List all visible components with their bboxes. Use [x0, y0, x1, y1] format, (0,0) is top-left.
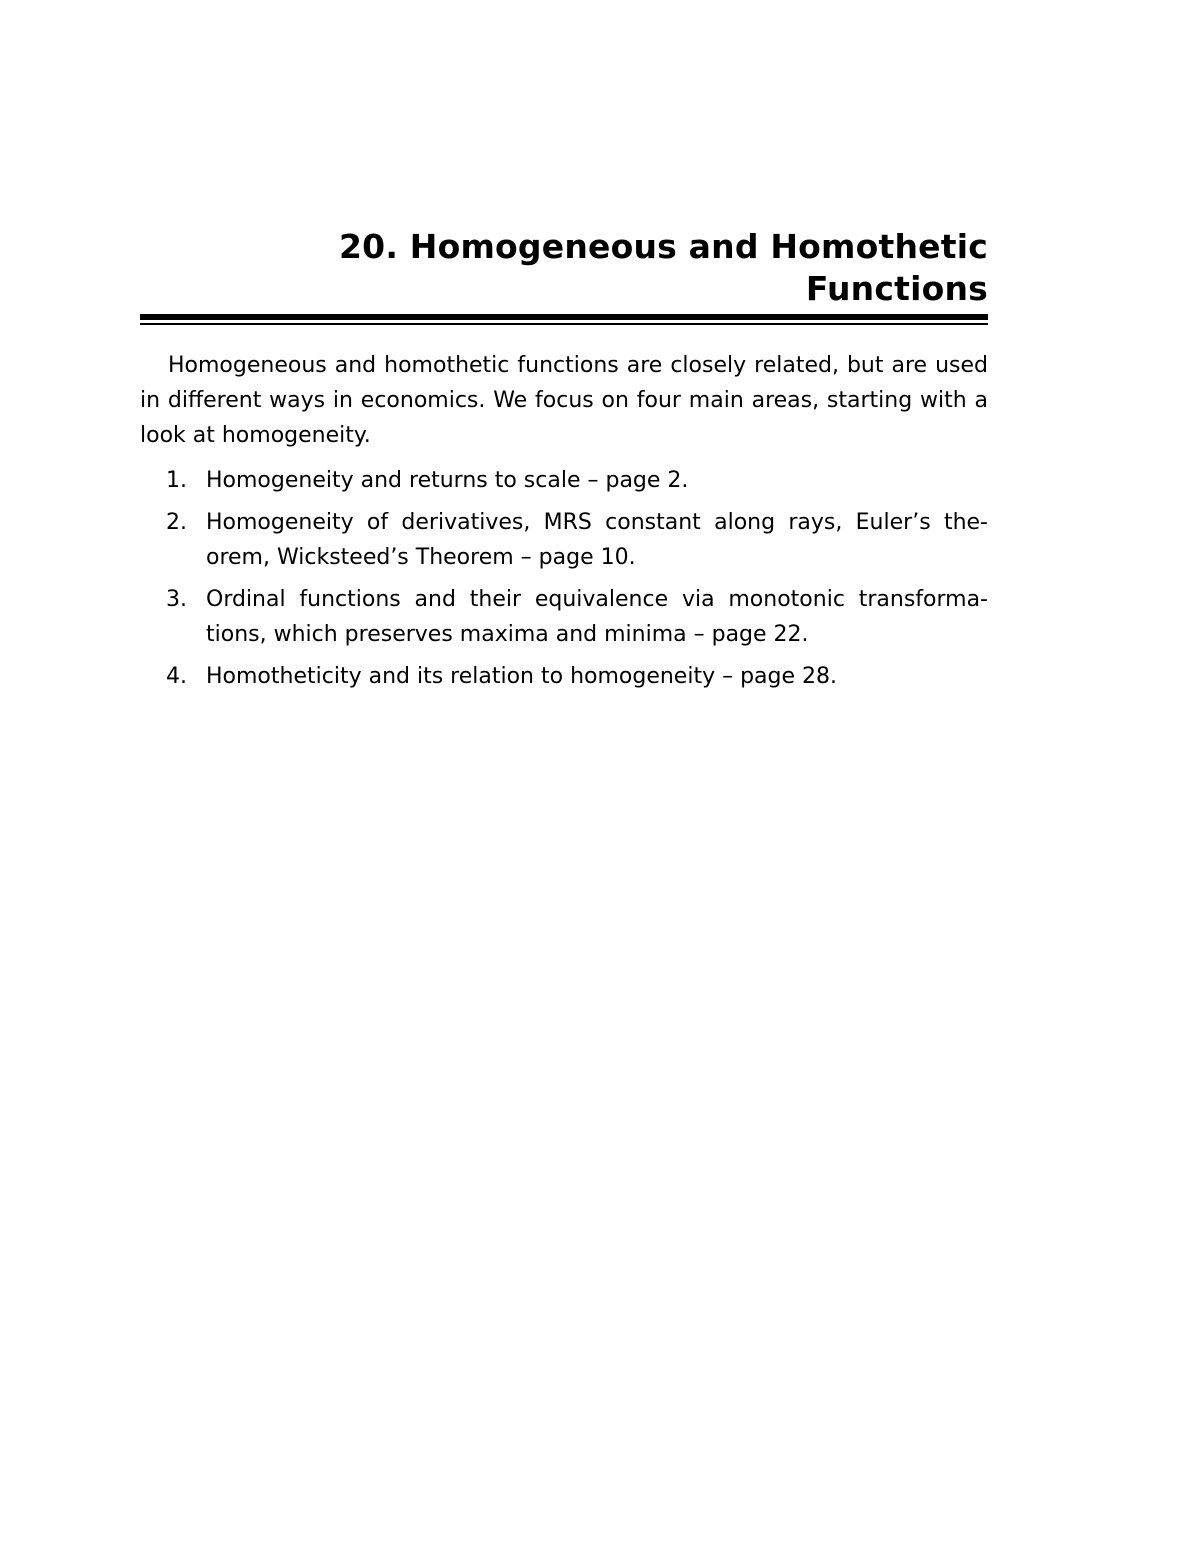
list-item-line: Homotheticity and its relation to homogeneity – page 28. — [206, 664, 838, 689]
topic-list — [140, 463, 988, 694]
list-item-line: Homogeneity and returns to scale – page 2. — [206, 468, 689, 493]
list-item-number: 3. — [166, 587, 187, 612]
chapter-title — [140, 226, 988, 310]
list-item-number: 1. — [166, 468, 187, 493]
list-item-text — [206, 505, 988, 575]
chapter-title-line-2: Functions — [805, 269, 988, 308]
heading-rule-thick — [140, 314, 988, 320]
chapter-body — [140, 348, 988, 701]
chapter-title-line-1: 20. Homogeneous and Homothetic — [339, 227, 988, 266]
list-item-number: 4. — [166, 664, 187, 689]
list-item-number: 2. — [166, 510, 187, 535]
list-item — [140, 582, 988, 652]
list-item-text — [206, 582, 988, 652]
list-item-line: Ordinal functions and their equivalence via monotonic transforma- — [206, 587, 988, 612]
list-item — [140, 463, 988, 498]
intro-paragraph: Homogeneous and homothetic functions are closely related, but are used in different ways in economics. We focus on four main areas, starting with a look at homogeneity. — [140, 353, 988, 448]
chapter-heading — [140, 226, 988, 310]
list-item-line: Homogeneity of derivatives, MRS constant along rays, Euler’s the- — [206, 510, 988, 535]
list-item — [140, 505, 988, 575]
list-item-text — [206, 463, 988, 498]
list-item — [140, 659, 988, 694]
heading-rule-thin — [140, 323, 988, 325]
list-item-text — [206, 659, 988, 694]
list-item-line: tions, which preserves maxima and minima – page 22. — [206, 622, 809, 647]
list-item-line: orem, Wicksteed’s Theorem – page 10. — [206, 545, 636, 570]
